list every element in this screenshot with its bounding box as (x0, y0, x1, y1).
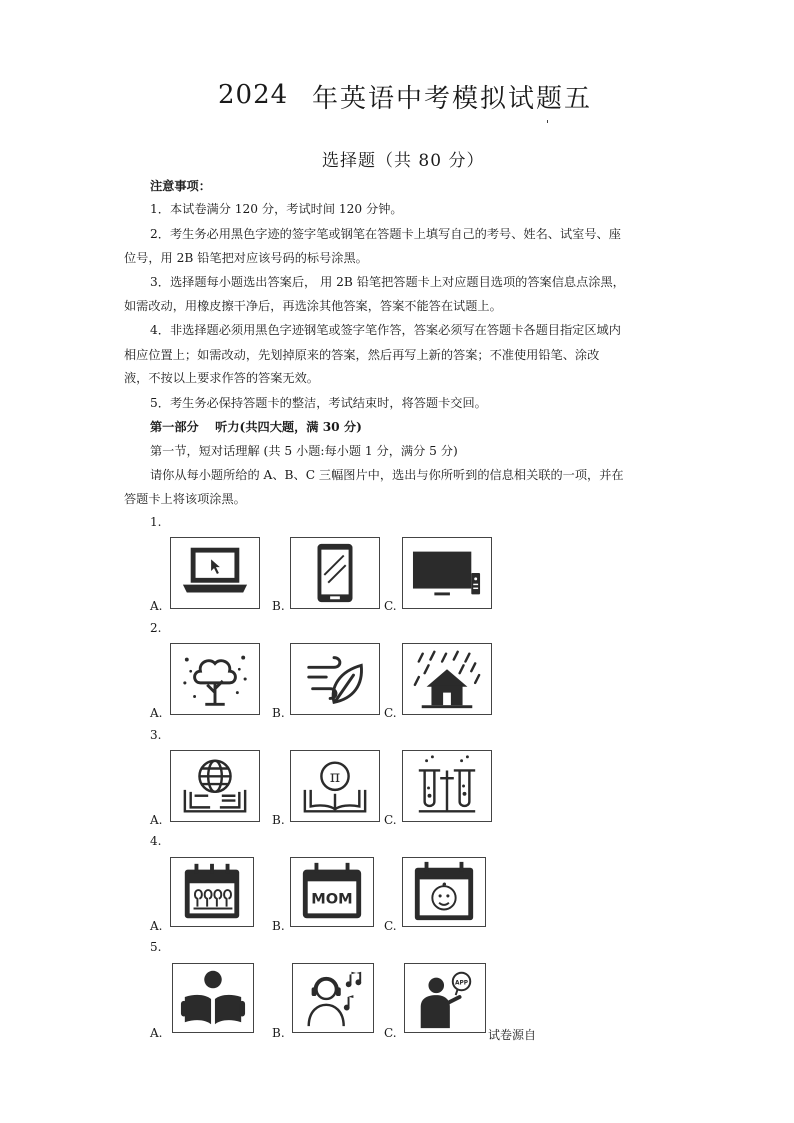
mom-text: MOM (311, 890, 353, 908)
note-line-2a: 2．考生务必用黑色字迹的签字笔或钢笔在答题卡上填写自己的考号、姓名、试室号、座 (150, 227, 621, 241)
option-letter: A. (150, 706, 163, 720)
note-line-2b: 位号，用 2B 铅笔把对应该号码的标号涂黑。 (124, 251, 368, 265)
option-letter: C. (384, 813, 397, 827)
notes-heading: 注意事项： (150, 179, 211, 193)
part1-instruction-b: 答题卡上将该项涂黑。 (124, 492, 246, 506)
exam-title: 年英语中考模拟试题五 (312, 84, 593, 114)
note-line-3a: 3．选择题每小题选出答案后， 用 2B 铅笔把答题卡上对应题目选项的答案信息点涂黑， (150, 275, 625, 289)
windy-leaf-icon (290, 643, 380, 715)
note-line-1: 1．本试卷满分 120 分，考试时间 120 分钟。 (150, 202, 403, 216)
option-letter: C. (384, 599, 397, 613)
rainy-house-icon (402, 643, 492, 715)
person-reading-icon (172, 963, 254, 1033)
app-text: APP (454, 980, 469, 987)
option-letter: A. (150, 919, 163, 933)
question-number: 2. (150, 621, 162, 635)
option-letter: C. (384, 706, 397, 720)
television-icon (402, 537, 492, 609)
option-letter: A. (150, 813, 163, 827)
calendar-mom-icon (290, 857, 374, 927)
option-letter: A. (150, 599, 163, 613)
person-app-bubble-icon (404, 963, 486, 1033)
test-tubes-icon (402, 750, 492, 822)
option-letter: A. (150, 1026, 163, 1040)
option-letter: C. (384, 1026, 397, 1040)
person-headphones-music-icon (292, 963, 374, 1033)
question-number: 4. (150, 834, 162, 848)
option-letter: B. (272, 706, 285, 720)
note-line-4c: 液，不按以上要求作答的答案无效。 (124, 371, 319, 385)
question-number: 1. (150, 515, 162, 529)
note-line-4b: 相应位置上；如需改动，先划掉原来的答案，然后再写上新的答案；不准使用铅笔、涂改 (124, 348, 600, 362)
option-letter: B. (272, 599, 285, 613)
calendar-baby-icon (402, 857, 486, 927)
source-note: 试卷源自 (488, 1028, 537, 1042)
stray-mark: ' (546, 118, 550, 131)
option-letter: C. (384, 919, 397, 933)
snowy-tree-icon (170, 643, 260, 715)
calendar-trees-icon (170, 857, 254, 927)
note-line-5: 5．考生务必保持答题卡的整洁，考试结束时，将答题卡交回。 (150, 396, 487, 410)
laptop-icon (170, 537, 260, 609)
part1-subheading: 第一节，短对话理解 (共 5 小题:每小题 1 分，满分 5 分) (150, 444, 458, 458)
exam-year: 2024 (218, 80, 289, 110)
question-number: 5. (150, 940, 162, 954)
option-letter: B. (272, 813, 285, 827)
option-letter: B. (272, 1026, 285, 1040)
part1-instruction-a: 请你从每小题所给的 A、B、C 三幅图片中，选出与你所听到的信息相关联的一项，并在 (150, 468, 624, 482)
pi-symbol: π (329, 768, 341, 787)
note-line-3b: 如需改动，用橡皮擦干净后，再选涂其他答案，答案不能答在试题上。 (124, 299, 502, 313)
option-letter: B. (272, 919, 285, 933)
note-line-4a: 4．非选择题必须用黑色字迹钢笔或签字笔作答，答案必须写在答题卡各题目指定区域内 (150, 323, 621, 337)
smartphone-icon (290, 537, 380, 609)
pi-math-book-icon (290, 750, 380, 822)
question-number: 3. (150, 728, 162, 742)
part1-heading: 第一部分 听力(共四大题，满 30 分) (150, 420, 362, 434)
section-title: 选择题（共 80 分） (322, 151, 485, 171)
globe-book-icon (170, 750, 260, 822)
